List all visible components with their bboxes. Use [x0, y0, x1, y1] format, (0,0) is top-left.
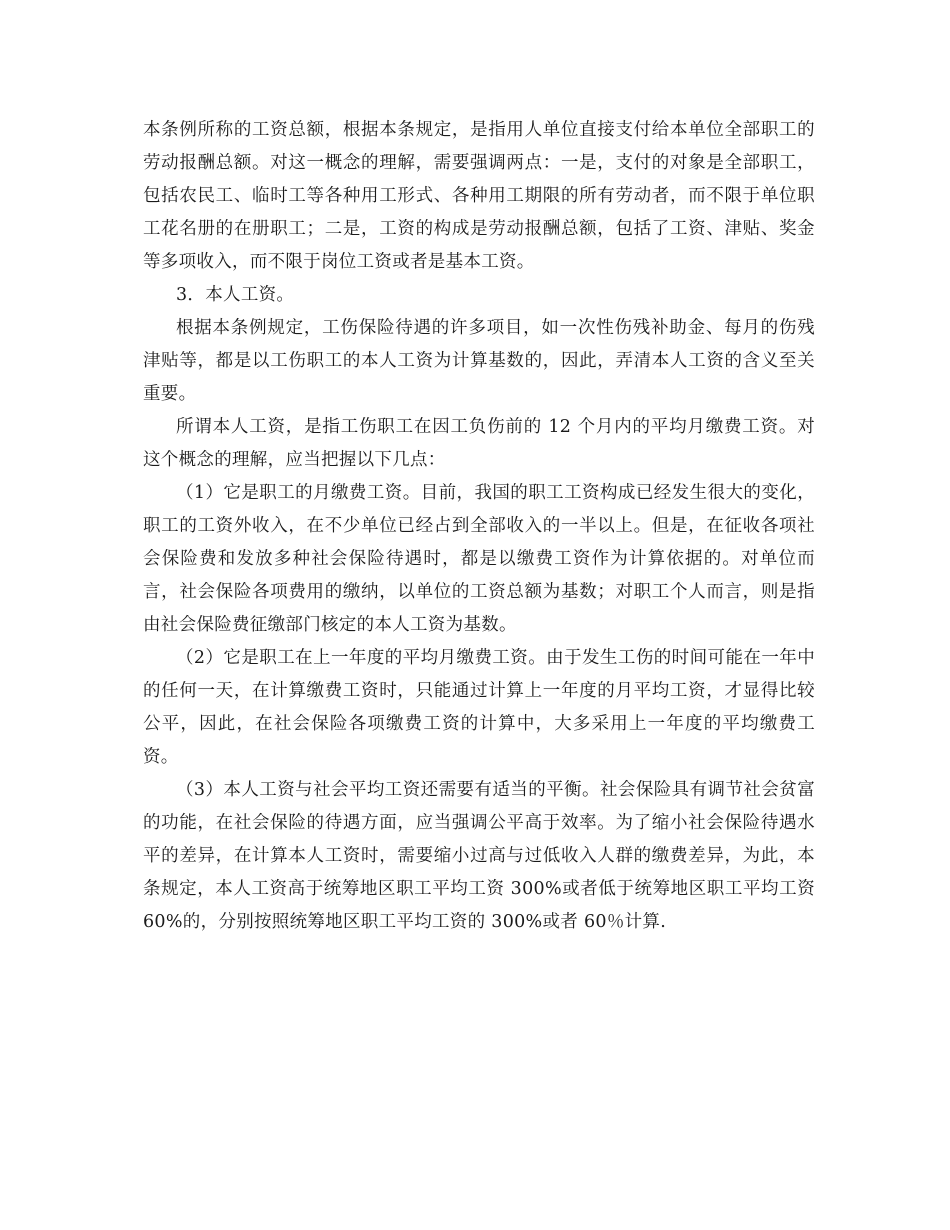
paragraph-point-2: （2）它是职工在上一年度的平均月缴费工资。由于发生工伤的时间可能在一年中的任何一天，在计算缴费工资时，只能通过计算上一年度的月平均工资，才显得比较公平，因此，在社会保险各项缴费工资的计算中，大多采用上一年度的平均缴费工资。 — [143, 648, 815, 767]
document-body — [143, 114, 815, 939]
paragraph-wage-total: 本条例所称的工资总额，根据本条规定，是指用人单位直接支付给本单位全部职工的劳动报酬总额。对这一概念的理解，需要强调两点：一是，支付的对象是全部职工，包括农民工、临时工等各种用工形式、各种用工期限的所有劳动者，而不限于单位职工花名册的在册职工；二是，工资的构成是劳动报酬总额，包括了工资、津贴、奖金等多项收入，而不限于岗位工资或者是基本工资。 — [143, 120, 815, 272]
section-heading-personal-wage: 3．本人工资。 — [176, 285, 295, 305]
paragraph-point-1: （1）它是职工的月缴费工资。目前，我国的职工工资构成已经发生很大的变化，职工的工资外收入，在不少单位已经占到全部收入的一半以上。但是，在征收各项社会保险费和发放多种社会保险待遇时，都是以缴费工资作为计算依据的。对单位而言，社会保险各项费用的缴纳，以单位的工资总额为基数；对职工个人而言，则是指由社会保险费征缴部门核定的本人工资为基数。 — [143, 483, 815, 635]
paragraph-personal-wage-importance: 根据本条例规定，工伤保险待遇的许多项目，如一次性伤残补助金、每月的伤残津贴等，都是以工伤职工的本人工资为计算基数的，因此，弄清本人工资的含义至关重要。 — [143, 318, 815, 404]
paragraph-personal-wage-definition: 所谓本人工资，是指工伤职工在因工负伤前的 12 个月内的平均月缴费工资。对这个概念的理解，应当把握以下几点： — [143, 417, 815, 470]
paragraph-point-3: （3）本人工资与社会平均工资还需要有适当的平衡。社会保险具有调节社会贫富的功能，在社会保险的待遇方面，应当强调公平高于效率。为了缩小社会保险待遇水平的差异，在计算本人工资时，需要缩小过高与过低收入人群的缴费差异，为此，本条规定，本人工资高于统筹地区职工平均工资 300%或者低于统筹地区职工平均工资 60%的，分别按照统筹地区职工平均工资的 300%或者 60％计算. — [143, 780, 815, 932]
